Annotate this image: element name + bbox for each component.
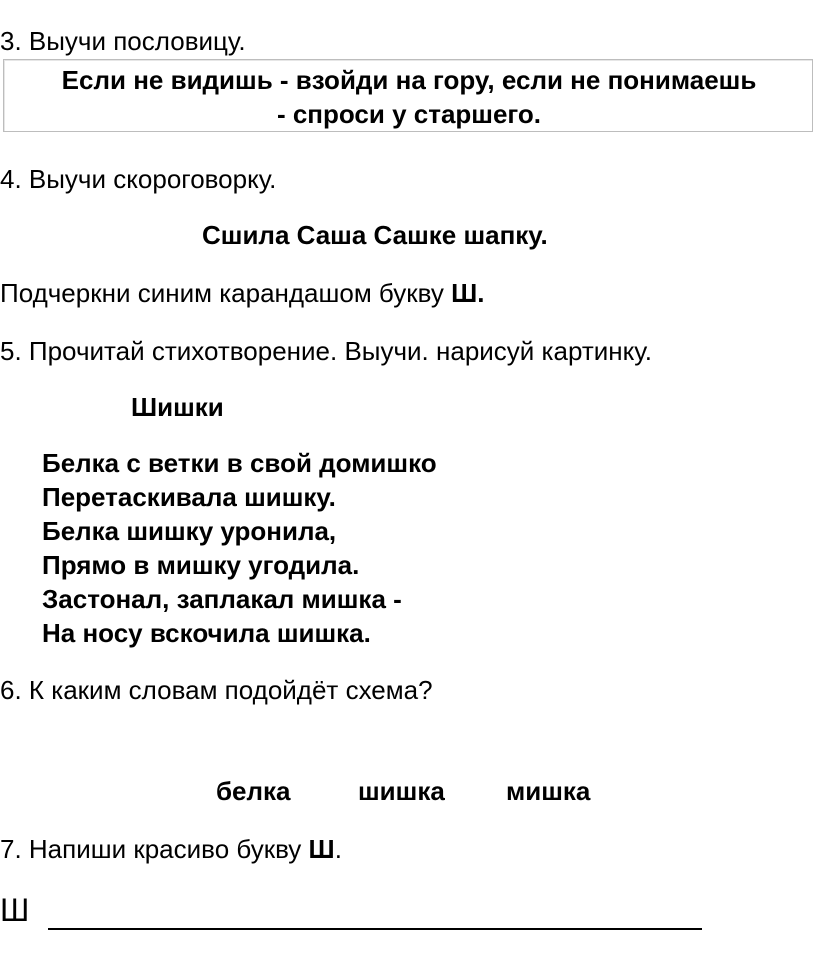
poem-line-6: На носу вскочила шишка. <box>42 618 371 648</box>
poem-title: Шишки <box>131 392 224 422</box>
word-shishka: шишка <box>358 776 445 806</box>
poem-line-3: Белка шишку уронила, <box>42 516 337 546</box>
task7-heading-letter: Ш <box>308 834 335 864</box>
task5-heading: 5. Прочитай стихотворение. Выучи. нарисуй картинку. <box>0 336 652 366</box>
underline-instruction <box>0 278 484 309</box>
poem-line-4: Прямо в мишку угодила. <box>42 550 360 580</box>
instruction-text: Подчеркни синим карандашом букву <box>0 278 452 308</box>
word-belka: белка <box>216 776 291 806</box>
task6-heading: 6. К каким словам подойдёт схема? <box>0 675 433 705</box>
writing-letter: Ш <box>0 892 30 928</box>
proverb-line-1: Если не видишь - взойди на гору, если не понимаешь <box>61 65 757 95</box>
poem-line-2: Перетаскивала шишку. <box>42 482 336 512</box>
poem-line-5: Застонал, заплакал мишка - <box>42 584 402 614</box>
tongue-twister: Сшила Саша Сашке шапку. <box>202 220 548 250</box>
task3-heading: 3. Выучи пословицу. <box>0 26 246 56</box>
proverb-line-2: - спроси у старшего. <box>276 99 542 129</box>
task7-heading-period: . <box>334 834 342 864</box>
task7-heading-text: 7. Напиши красиво букву <box>0 834 309 864</box>
word-mishka: мишка <box>506 776 591 806</box>
writing-line[interactable] <box>48 928 702 930</box>
task4-heading: 4. Выучи скороговорку. <box>0 164 277 194</box>
poem-line-1: Белка с ветки в свой домишко <box>42 448 437 478</box>
instruction-letter: Ш. <box>451 278 485 308</box>
task7-heading <box>0 834 342 865</box>
proverb-box <box>3 59 813 132</box>
